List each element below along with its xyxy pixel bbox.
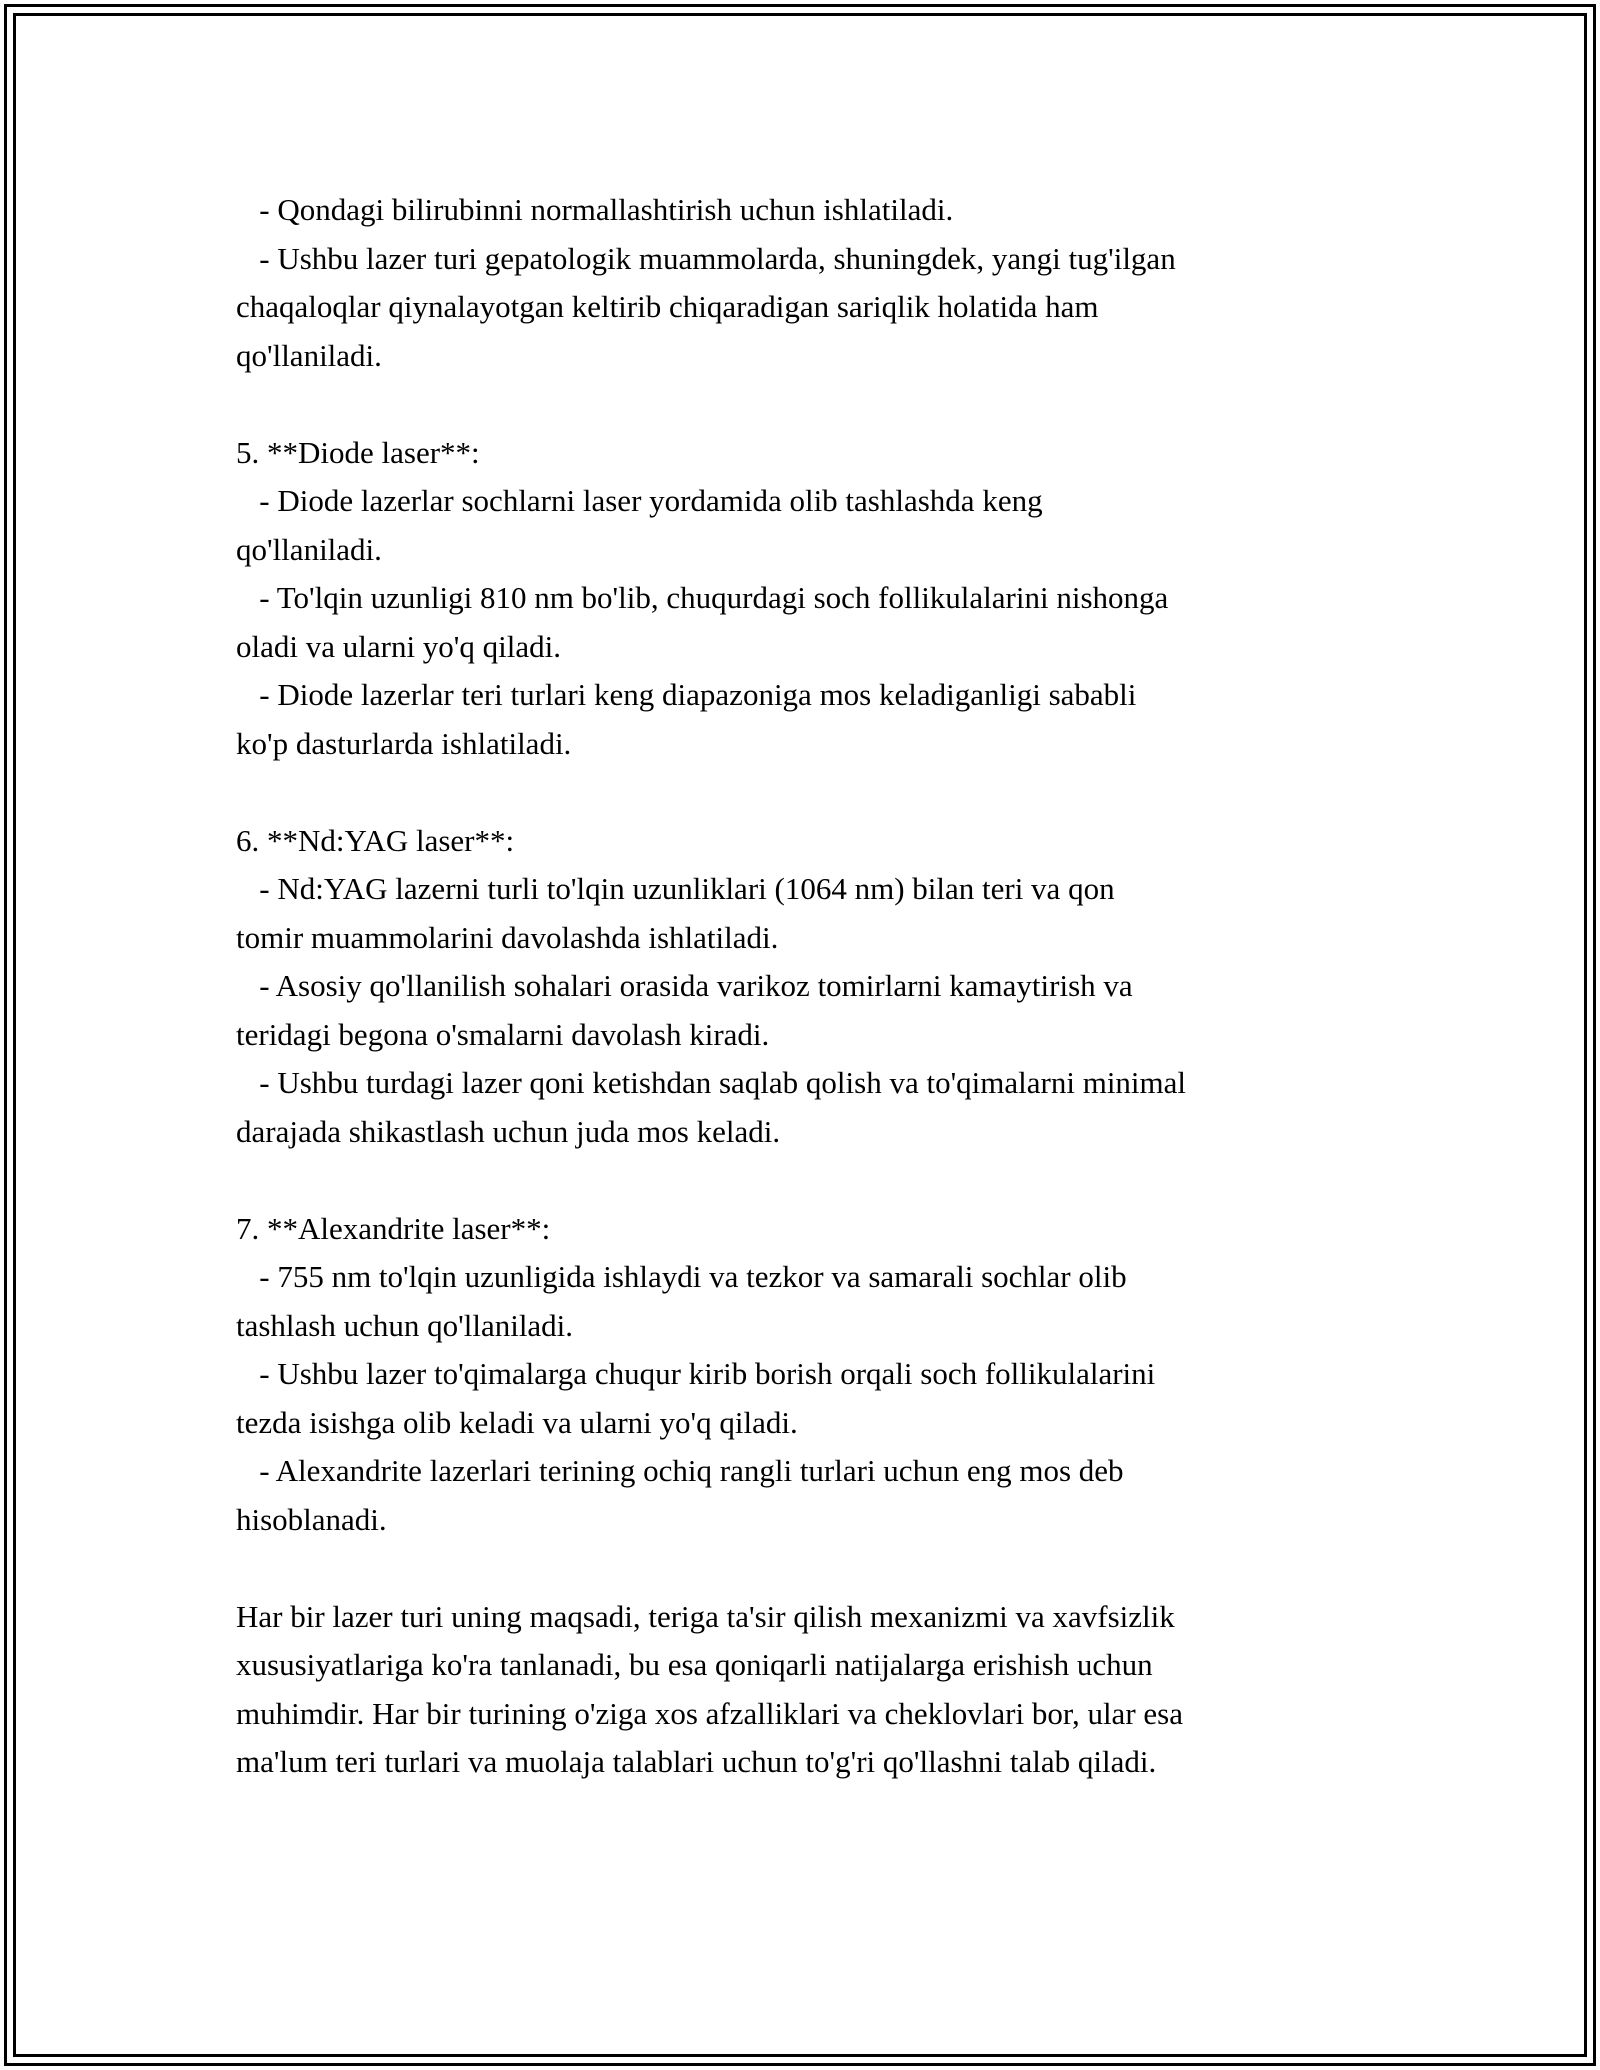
text-line: - Ushbu turdagi lazer qoni ketishdan saqlab qolish va to'qimalarni minimal [236, 1065, 1187, 1100]
text-line: qo'llaniladi. [236, 531, 382, 567]
text-line: - Diode lazerlar teri turlari keng diapazoniga mos keladiganligi sababli [236, 677, 1137, 712]
text-line: xususiyatlariga ko'ra tanlanadi, bu esa qoniqarli natijalarga erishish uchun [236, 1647, 1153, 1682]
text-line: ma'lum teri turlari va muolaja talablari uchun to'g'ri qo'llashni talab qiladi. [236, 1744, 1157, 1779]
text-line: muhimdir. Har bir turining o'ziga xos afzalliklari va cheklovlari bor, ular esa [236, 1695, 1183, 1731]
paragraph-spacer [236, 380, 1376, 429]
text-line: - To'lqin uzunligi 810 nm bo'lib, chuqurdagi soch follikulalarini nishonga [236, 580, 1169, 615]
section-heading: 6. **Nd:YAG laser**: [236, 822, 515, 858]
section-alexandrite-laser [236, 1205, 1376, 1545]
text-line: - Nd:YAG lazerni turli to'lqin uzunliklari (1064 nm) bilan teri va qon [236, 871, 1115, 906]
text-line: - Ushbu lazer turi gepatologik muammolarda, shuningdek, yangi tug'ilgan [236, 240, 1176, 276]
text-line: - Alexandrite lazerlari terining ochiq rangli turlari uchun eng mos deb [236, 1453, 1124, 1488]
text-line: oladi va ularni yo'q qiladi. [236, 628, 561, 664]
text-line: tashlash uchun qo'llaniladi. [236, 1307, 574, 1343]
text-line: hisoblanadi. [236, 1501, 387, 1537]
text-line: ko'p dasturlarda ishlatiladi. [236, 725, 572, 761]
paragraph-spacer [236, 1544, 1376, 1593]
text-line: - Diode lazerlar sochlarni laser yordamida olib tashlashda keng [236, 483, 1043, 518]
intro-block [236, 186, 1376, 380]
section-heading: 5. **Diode laser**: [236, 434, 480, 470]
text-line: - Qondagi bilirubinni normallashtirish uchun ishlatiladi. [236, 192, 954, 227]
section-diode-laser [236, 429, 1376, 769]
text-line: - Asosiy qo'llanilish sohalari orasida varikoz tomirlarni kamaytirish va [236, 968, 1133, 1003]
document-body [236, 186, 1376, 1787]
text-line: teridagi begona o'smalarni davolash kiradi. [236, 1016, 770, 1052]
text-line: chaqaloqlar qiynalayotgan keltirib chiqaradigan sariqlik holatida ham [236, 289, 1099, 324]
paragraph-spacer [236, 768, 1376, 817]
section-ndyag-laser [236, 817, 1376, 1157]
conclusion-paragraph [236, 1593, 1376, 1787]
text-line: tezda isishga olib keladi va ularni yo'q qiladi. [236, 1404, 798, 1440]
text-line: darajada shikastlash uchun juda mos keladi. [236, 1113, 781, 1149]
text-line: Har bir lazer turi uning maqsadi, teriga ta'sir qilish mexanizmi va xavfsizlik [236, 1598, 1175, 1634]
text-line: - Ushbu lazer to'qimalarga chuqur kirib borish orqali soch follikulalarini [236, 1356, 1156, 1391]
text-line: qo'llaniladi. [236, 337, 382, 373]
text-line: tomir muammolarini davolashda ishlatiladi. [236, 919, 779, 955]
text-line: - 755 nm to'lqin uzunligida ishlaydi va tezkor va samarali sochlar olib [236, 1259, 1127, 1294]
section-heading: 7. **Alexandrite laser**: [236, 1210, 551, 1246]
paragraph-spacer [236, 1156, 1376, 1205]
